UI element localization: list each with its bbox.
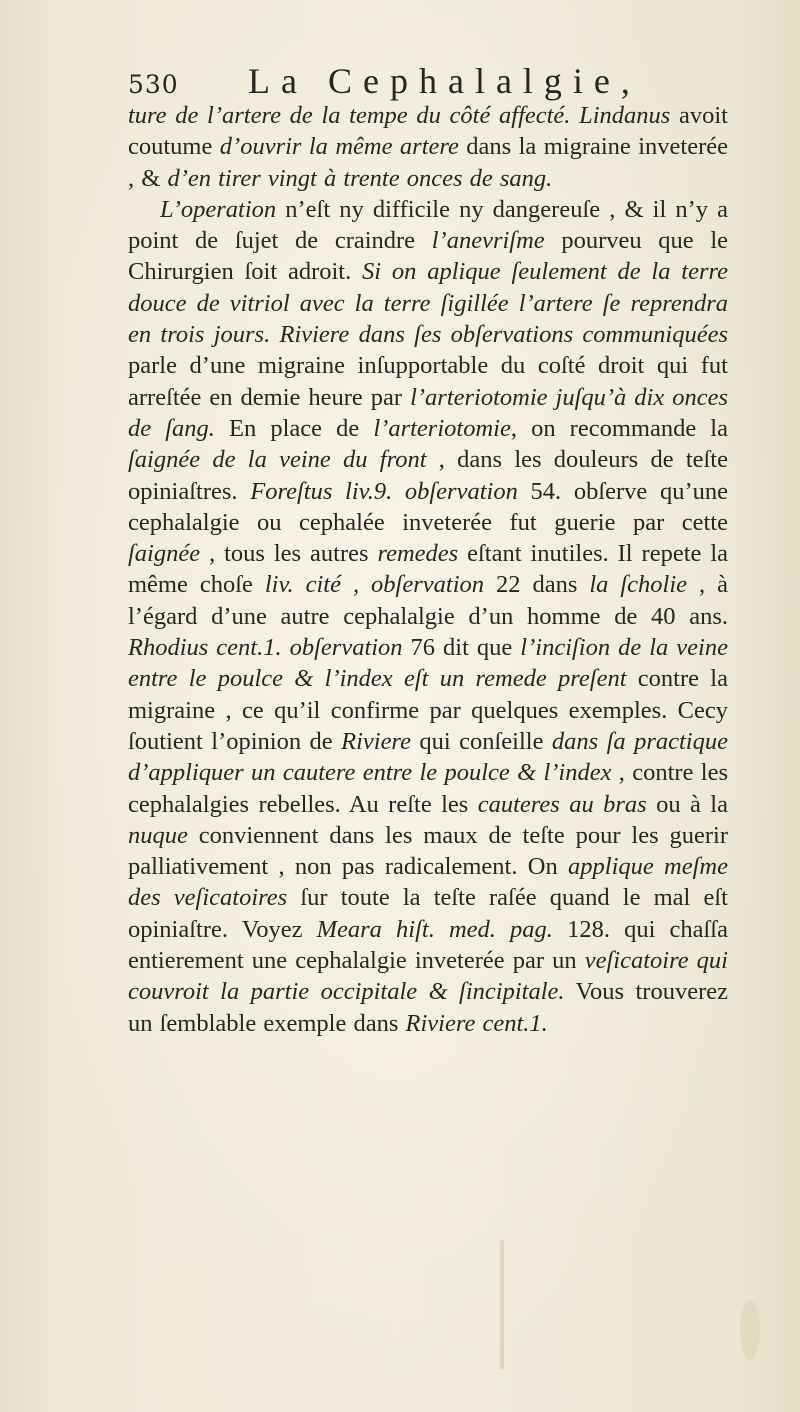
italic-run: d’ouvrir la même artere bbox=[219, 133, 459, 161]
italic-run: Foreſtus liv.9. obſervation bbox=[250, 477, 518, 505]
text-run: , on recommande la bbox=[510, 414, 728, 442]
italic-run: l’inciſion de la veine entre le poulce & l’index eſt un remede preſent bbox=[128, 634, 728, 693]
paragraph-2 bbox=[128, 194, 728, 1039]
text-run: 128. qui chaſſa entierement une cephalalgie inveterée par un bbox=[128, 915, 728, 975]
italic-run: la ſcholie bbox=[589, 571, 688, 599]
italic-run: L’operation bbox=[160, 195, 277, 223]
italic-run: ſaignée de la veine du front bbox=[128, 446, 427, 474]
italic-run: cauteres au bras bbox=[477, 790, 647, 818]
italic-run: l’arteriotomie bbox=[373, 414, 511, 442]
italic-run: veſicatoire qui couvroit la partie occipitale & ſincipitale. bbox=[128, 947, 728, 1006]
italic-run: l’anevriſme bbox=[431, 227, 545, 255]
text-run: , tous les autres bbox=[200, 540, 378, 568]
paragraph-1 bbox=[128, 100, 728, 194]
text-run: 22 dans bbox=[484, 571, 590, 599]
italic-run: ſaignée bbox=[128, 540, 201, 568]
italic-run: nuque bbox=[128, 821, 188, 849]
italic-run: Riviere cent.1. bbox=[405, 1009, 548, 1037]
text-run: n’eſt ny difficile ny dangereuſe , & il n’y a point de ſujet de craindre bbox=[128, 195, 728, 255]
text-run: conviennent dans les maux de teſte pour les guerir palliativement , non pas radicalement. On bbox=[128, 821, 728, 881]
text-run: eſtant inutiles. Il repete la même choſe bbox=[128, 540, 728, 599]
body-text bbox=[128, 100, 728, 1039]
text-run: 76 dit que bbox=[402, 634, 521, 662]
text-run: parle d’une migraine inſupportable du coſté droit qui fut arreſtée en demie heure par bbox=[128, 352, 728, 411]
text-run: dans la migraine inveterée , & bbox=[128, 133, 728, 192]
italic-run: Meara hiſt. med. pag. bbox=[316, 915, 553, 943]
italic-run: ture de l’artere de la tempe du côté affecté. Lindanus bbox=[128, 102, 671, 129]
text-run: En place de bbox=[214, 414, 374, 442]
text-run: pourveu que le Chirurgien ſoit adroit. bbox=[128, 227, 729, 286]
text-run: , dans les douleurs de teſte opiniaſtres. bbox=[128, 446, 728, 505]
paper-stain bbox=[500, 1240, 504, 1370]
text-run: , contre les cephalalgies rebelles. Au reſte les bbox=[128, 759, 728, 818]
text-run: , à l’égard d’une autre cephalalgie d’un homme de 40 ans. bbox=[128, 571, 728, 630]
italic-run: Rhodius cent.1. obſervation bbox=[128, 634, 403, 662]
italic-run: d’en tirer vingt à trente onces de sang. bbox=[167, 164, 553, 192]
text-run: 54. obſerve qu’une cephalalgie ou cephalée inveterée fut guerie par cette bbox=[128, 477, 729, 536]
running-title: La Cephalalgie, bbox=[248, 61, 641, 101]
text-run: avoit coutume bbox=[128, 102, 728, 161]
page-number: 530 bbox=[128, 70, 179, 99]
italic-run: dans ſa practique d’appliquer un cautere entre le poulce & l’index bbox=[128, 727, 728, 787]
text-run: ou à la bbox=[646, 790, 728, 818]
italic-run: remedes bbox=[377, 540, 459, 568]
italic-run: l’arteriotomie juſqu’à dix onces de ſang. bbox=[128, 383, 728, 442]
text-run: Vous trouverez un ſemblable exemple dans bbox=[128, 978, 728, 1037]
text-run: ſur toute la teſte raſée quand le mal eſt opiniaſtre. Voyez bbox=[128, 884, 728, 943]
italic-run: Si on aplique ſeulement de la terre douce de vitriol avec la terre ſigillée l’artere ſe reprendra en trois jours. Riviere dans ſes obſervations communiquées bbox=[128, 258, 728, 349]
text-run: qui conſeille bbox=[410, 727, 552, 755]
italic-run: Riviere bbox=[341, 727, 411, 755]
text-run: contre la migraine , ce qu’il confirme par quelques exemples. Cecy ſoutient l’opinion de bbox=[128, 665, 728, 755]
italic-run: liv. cité , obſervation bbox=[264, 571, 485, 599]
paper-stain bbox=[740, 1300, 760, 1360]
italic-run: applique meſme des veſicatoires bbox=[128, 853, 728, 912]
